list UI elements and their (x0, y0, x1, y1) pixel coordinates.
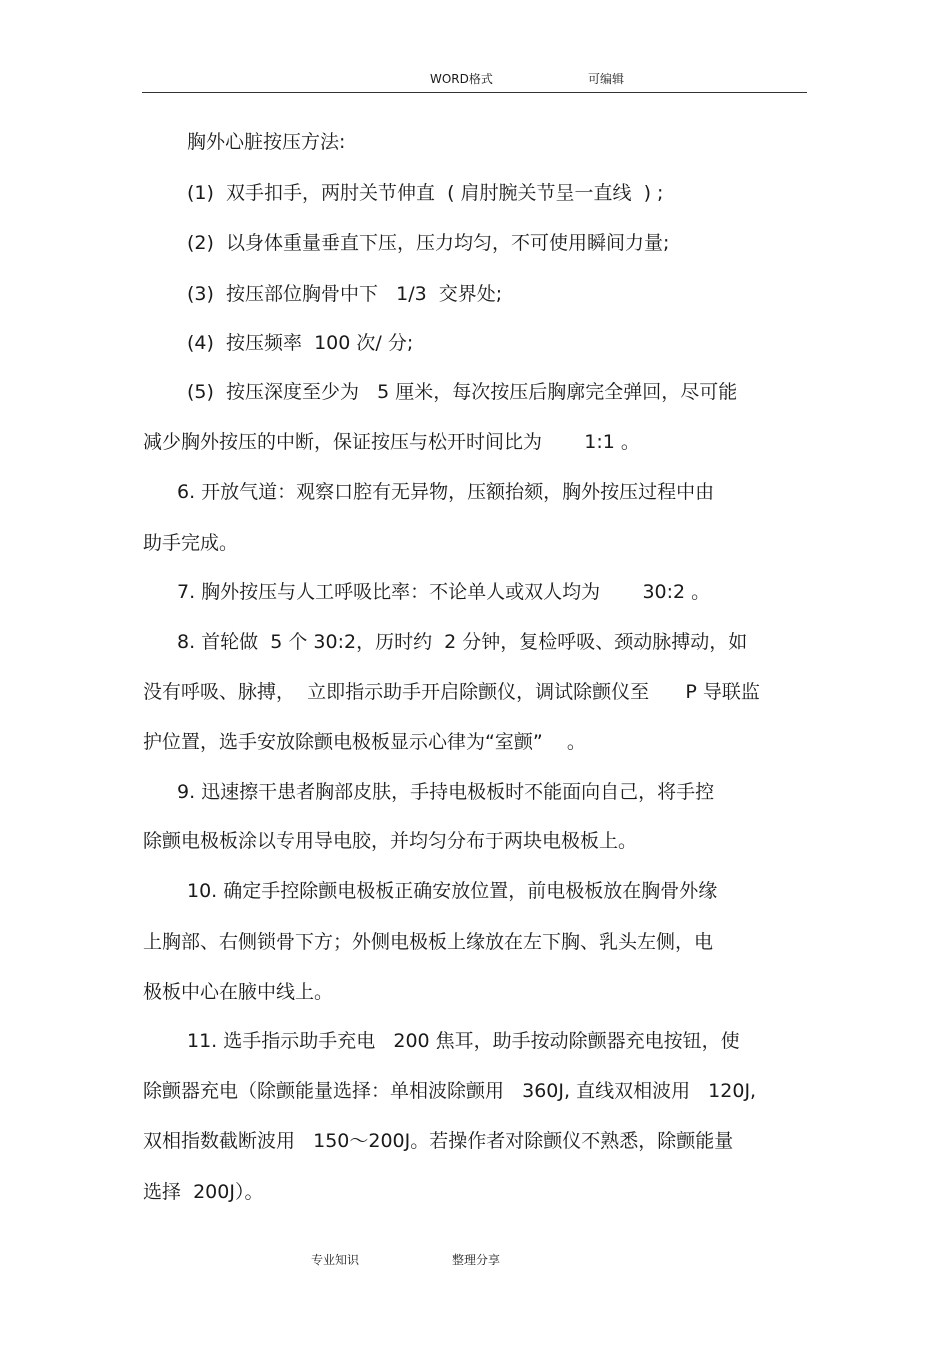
paragraph-line: 除颤器充电（除颤能量选择：单相波除颤用 360J, 直线双相波用 120J, (143, 1080, 757, 1102)
paragraph-line: (5) 按压深度至少为 5 厘米，每次按压后胸廓完全弹回，尽可能 (187, 381, 738, 403)
header-editable-label: 可编辑 (588, 72, 625, 86)
paragraph-line: 没有呼吸、脉搏， 立即指示助手开启除颤仪，调试除颤仪至 P 导联监 (143, 681, 760, 703)
paragraph-line: 8. 首轮做 5 个 30:2，历时约 2 分钟，复检呼吸、颈动脉搏动，如 (177, 631, 748, 653)
footer-right-label: 整理分享 (452, 1253, 501, 1267)
paragraph-line: (3) 按压部位胸骨中下 1/3 交界处; (187, 283, 503, 305)
paragraph-line: 选择 200J）。 (143, 1181, 264, 1203)
header-format-label: WORD格式 (430, 72, 493, 86)
paragraph-line: 减少胸外按压的中断，保证按压与松开时间比为 1:1 。 (143, 431, 640, 453)
paragraph-line: 10. 确定手控除颤电极板正确安放位置，前电极板放在胸骨外缘 (187, 880, 718, 902)
paragraph-line: 护位置，选手安放除颤电极板显示心律为“室颤” 。 (143, 731, 586, 753)
paragraph-line: 除颤电极板涂以专用导电胶，并均匀分布于两块电极板上。 (143, 830, 638, 852)
footer-left-label: 专业知识 (311, 1253, 360, 1267)
paragraph-line: 双相指数截断波用 150～200J。若操作者对除颤仪不熟悉，除颤能量 (143, 1130, 734, 1152)
section-heading: 胸外心脏按压方法: (187, 131, 346, 153)
paragraph-line: (4) 按压频率 100 次/ 分; (187, 332, 414, 354)
paragraph-line: (2) 以身体重量垂直下压，压力均匀，不可使用瞬间力量; (187, 232, 670, 254)
paragraph-line: 助手完成。 (143, 532, 239, 554)
paragraph-line: 上胸部、右侧锁骨下方；外侧电极板上缘放在左下胸、乳头左侧，电 (143, 931, 714, 953)
paragraph-line: 11. 选手指示助手充电 200 焦耳，助手按动除颤器充电按钮，使 (187, 1030, 740, 1052)
paragraph-line: 7. 胸外按压与人工呼吸比率：不论单人或双人均为 30:2 。 (177, 581, 711, 603)
paragraph-line: 9. 迅速擦干患者胸部皮肤，手持电极板时不能面向自己，将手控 (177, 781, 715, 803)
paragraph-line: 极板中心在腋中线上。 (143, 981, 334, 1003)
paragraph-line: (1) 双手扣手，两肘关节伸直 ( 肩肘腕关节呈一直线 ) ; (187, 182, 664, 204)
paragraph-line: 6. 开放气道：观察口腔有无异物，压额抬颏，胸外按压过程中由 (177, 481, 715, 503)
